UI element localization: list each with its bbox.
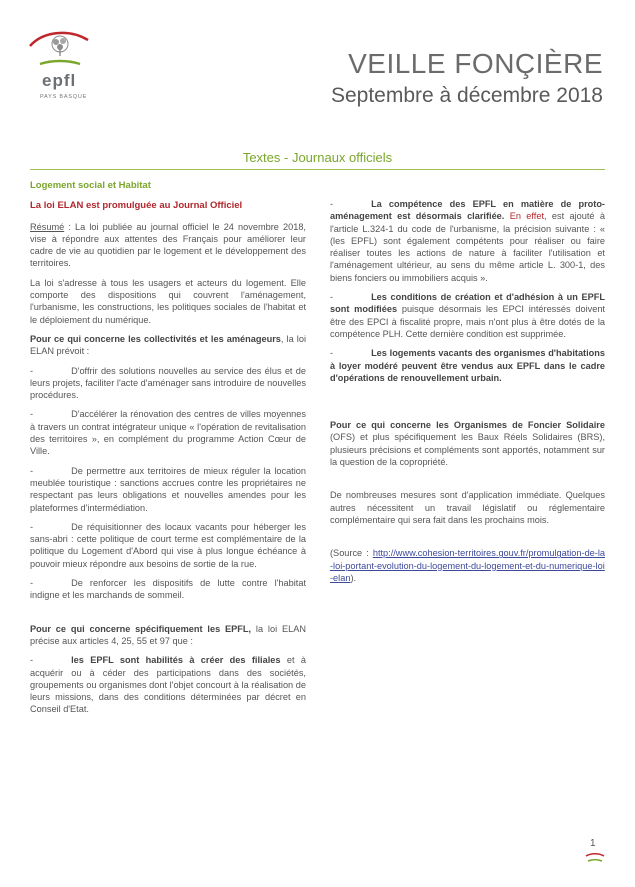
list-item-text: est ajouté à l'article L.324-1 du code de l'urbanisme, la précision suivante : « (les EPFL) sont également compétents pour réaliser ou faire réaliser toutes les actions de nature à faciliter l'utilisation et l'aménagement ultérieur, au sens du même article L. 300-1, des biens fonciers ou immobiliers acquis ». — [330, 211, 606, 283]
left-column — [30, 180, 306, 723]
source-paragraph — [330, 547, 605, 584]
section-divider — [30, 169, 605, 170]
list-item: - les EPFL sont habilités à créer des filiales et à acquérir ou à céder des participations dans des sociétés, groupements ou organismes dont l'objet concourt à la réalisation de leurs missions, dans des conditions déterminées par décret en Conseil d'Etat. — [30, 655, 306, 715]
list-item: - De réquisitionner des locaux vacants pour héberger les sans-abri : cette politique de court terme est complémentaire de la politique du Logement d'Abord qui vise à plus longue échéance à pouvoir mieux répondre aux besoins de sortie de la rue. — [30, 521, 306, 569]
list-item: - De permettre aux territoires de mieux réguler la location meublée touristique : sanctions accrues contre les propriétaires ne respectant pas leurs obligations et nouvelles amendes pour les plateformes d'intermédiation. — [30, 465, 306, 513]
list-item: - D'accélérer la rénovation des centres de villes moyennes à travers un contrat intégrateur unique « l'opération de revitalisation des territoires », en complément du programme Action Cœur de Ville. — [30, 409, 306, 457]
epfl-paragraph — [30, 623, 306, 648]
list-item: - D'offrir des solutions nouvelles au service des élus et de leurs projets, faciliter l'acte d'aménager sans introduire de nouvelles procédures. — [30, 365, 306, 401]
ofs-rest: (OFS) et plus spécifiquement les Baux Réels Solidaires (BRS), plusieurs précisions et compléments sont apportés, notamment sur la question de la copropriété. — [330, 432, 605, 468]
summary-paragraph — [30, 221, 306, 270]
list-item-text: De renforcer les dispositifs de lutte contre l'habitat indigne et les marchands de sommeil. — [30, 578, 306, 601]
summary-text: : La loi publiée au journal officiel le 24 novembre 2018, vise à répondre aux attentes des Français pour améliorer leur cadre de vie au quotidien par le logement et le développement des territoires. — [30, 221, 306, 269]
document-title: VEILLE FONÇIÈRE — [348, 48, 603, 79]
epfl-rest: la loi ELAN précise aux articles 4, 25, 55 et 97 que : — [30, 623, 306, 646]
list-item: - La compétence des EPFL en matière de proto-aménagement est désormais clarifiée. En effet, est ajouté à l'article L.324-1 du code de l'urbanisme, la précision suivante : « (les EPFL) sont également compétents pour réaliser ou faire réaliser toutes les actions de nature à faciliter l'utilisation et l'aménagement ultérieur, au sens du même article L. 300-1, des biens fonciers ou immobiliers acquis ». — [330, 199, 606, 283]
article-heading: La loi ELAN est promulguée au Journal Officiel — [30, 200, 243, 212]
ofs-paragraph — [330, 419, 605, 468]
list-item-lead: Les conditions de création et d'adhésion à un EPFL sont modifiées — [330, 292, 605, 315]
source-prefix: (Source : — [330, 548, 373, 559]
list-item-text: D'offrir des solutions nouvelles au service des élus et de leurs projets, faciliter l'acte d'aménager sans introduire de nouvelles procédures. — [30, 365, 306, 401]
logo-wordmark: epfl — [42, 71, 77, 90]
collectivites-lead: Pour ce qui concerne les collectivités et les aménageurs — [30, 333, 281, 344]
section-title: Textes - Journaux officiels — [242, 150, 393, 165]
scope-paragraph: La loi s'adresse à tous les usagers et acteurs du logement. Elle comporte des dispositions qui couvrent l'aménagement, l'urbanisme, les constructions, les politiques sociales de l'habitat et le déploiement du numérique. — [30, 277, 306, 325]
collectivites-paragraph — [30, 333, 306, 358]
list-item-text: De permettre aux territoires de mieux réguler la location meublée touristique : sanctions accrues contre les propriétaires ne respectant pas leurs obligations et nouvelles amendes pour les plateformes d'intermédiation. — [30, 465, 306, 513]
source-link[interactable]: http://www.cohesion-territoires.gouv.fr/promulgation-de-la-loi-portant-evolution-du-logement-du-logement-et-du-numerique-loi-elan — [330, 548, 605, 583]
list-item-lead: les EPFL sont habilités à créer des filiales — [71, 655, 281, 666]
list-item: - Les logements vacants des organismes d'habitations à loyer modéré peuvent être vendus aux EPFL dans le cadre d'opérations de renouvellement urbain. — [330, 348, 605, 383]
list-item: - De renforcer les dispositifs de lutte contre l'habitat indigne et les marchands de sommeil. — [30, 578, 306, 601]
list-item-text: et à acquérir ou à céder des participations dans des sociétés, groupements ou organismes dont l'objet concourt à la réalisation de leurs missions, dans des conditions déterminées par décret en Conseil d'Etat. — [30, 655, 306, 715]
list-item-text: De réquisitionner des locaux vacants pour héberger les sans-abri : cette politique de court terme est complémentaire de la politique du Logement d'Abord qui vise à plus longue échéance à pouvoir mieux répondre aux besoins de sortie de la rue. — [30, 521, 306, 569]
collectivites-rest: , la loi ELAN prévoit : — [30, 333, 306, 357]
summary-label: Résumé — [30, 221, 65, 232]
list-item-text: D'accélérer la rénovation des centres de villes moyennes à travers un contrat intégrateur unique « l'opération de revitalisation des territoires », en complément du programme Action Cœur de Ville. — [30, 409, 306, 457]
topic-heading: Logement social et Habitat — [30, 180, 151, 191]
tree-logo-icon — [28, 24, 90, 74]
source-suffix: ). — [350, 572, 357, 583]
list-item: - Les conditions de création et d'adhésion à un EPFL sont modifiées puisque désormais les EPCI intéressés doivent être des EPCI à fiscalité propre, mais n'ont plus à être dotés de la compétence PLH. Cette dernière condition est supprimée. — [330, 292, 605, 339]
document-period: Septembre à décembre 2018 — [330, 84, 603, 107]
measures-paragraph: De nombreuses mesures sont d'application immédiate. Quelques autres nécessitent un travail législatif ou réglementaire complémentaire qui sera fait dans les prochains mois. — [330, 490, 605, 525]
list-item-highlight: En effet, — [504, 211, 547, 222]
right-column — [330, 198, 605, 591]
epfl-logo — [28, 24, 90, 104]
list-item-lead: Les logements vacants des organismes d'habitations à loyer modéré peuvent être vendus aux EPFL dans le cadre d'opérations de renouvellement urbain. — [330, 348, 605, 383]
list-item-text: puisque désormais les EPCI intéressés doivent être des EPCI à fiscalité propre, mais n'ont plus à être dotés de la compétence PLH. Cette dernière condition est supprimée. — [330, 304, 605, 339]
logo-subtitle: PAYS BASQUE — [40, 94, 88, 100]
footer-logo-icon — [585, 852, 605, 864]
page-number: 1 — [590, 838, 596, 849]
epfl-lead: Pour ce qui concerne spécifiquement les EPFL, — [30, 623, 252, 634]
ofs-lead: Pour ce qui concerne les Organismes de Foncier Solidaire — [330, 420, 605, 431]
list-item-lead: La compétence des EPFL en matière de proto-aménagement est désormais clarifiée. — [330, 199, 605, 222]
